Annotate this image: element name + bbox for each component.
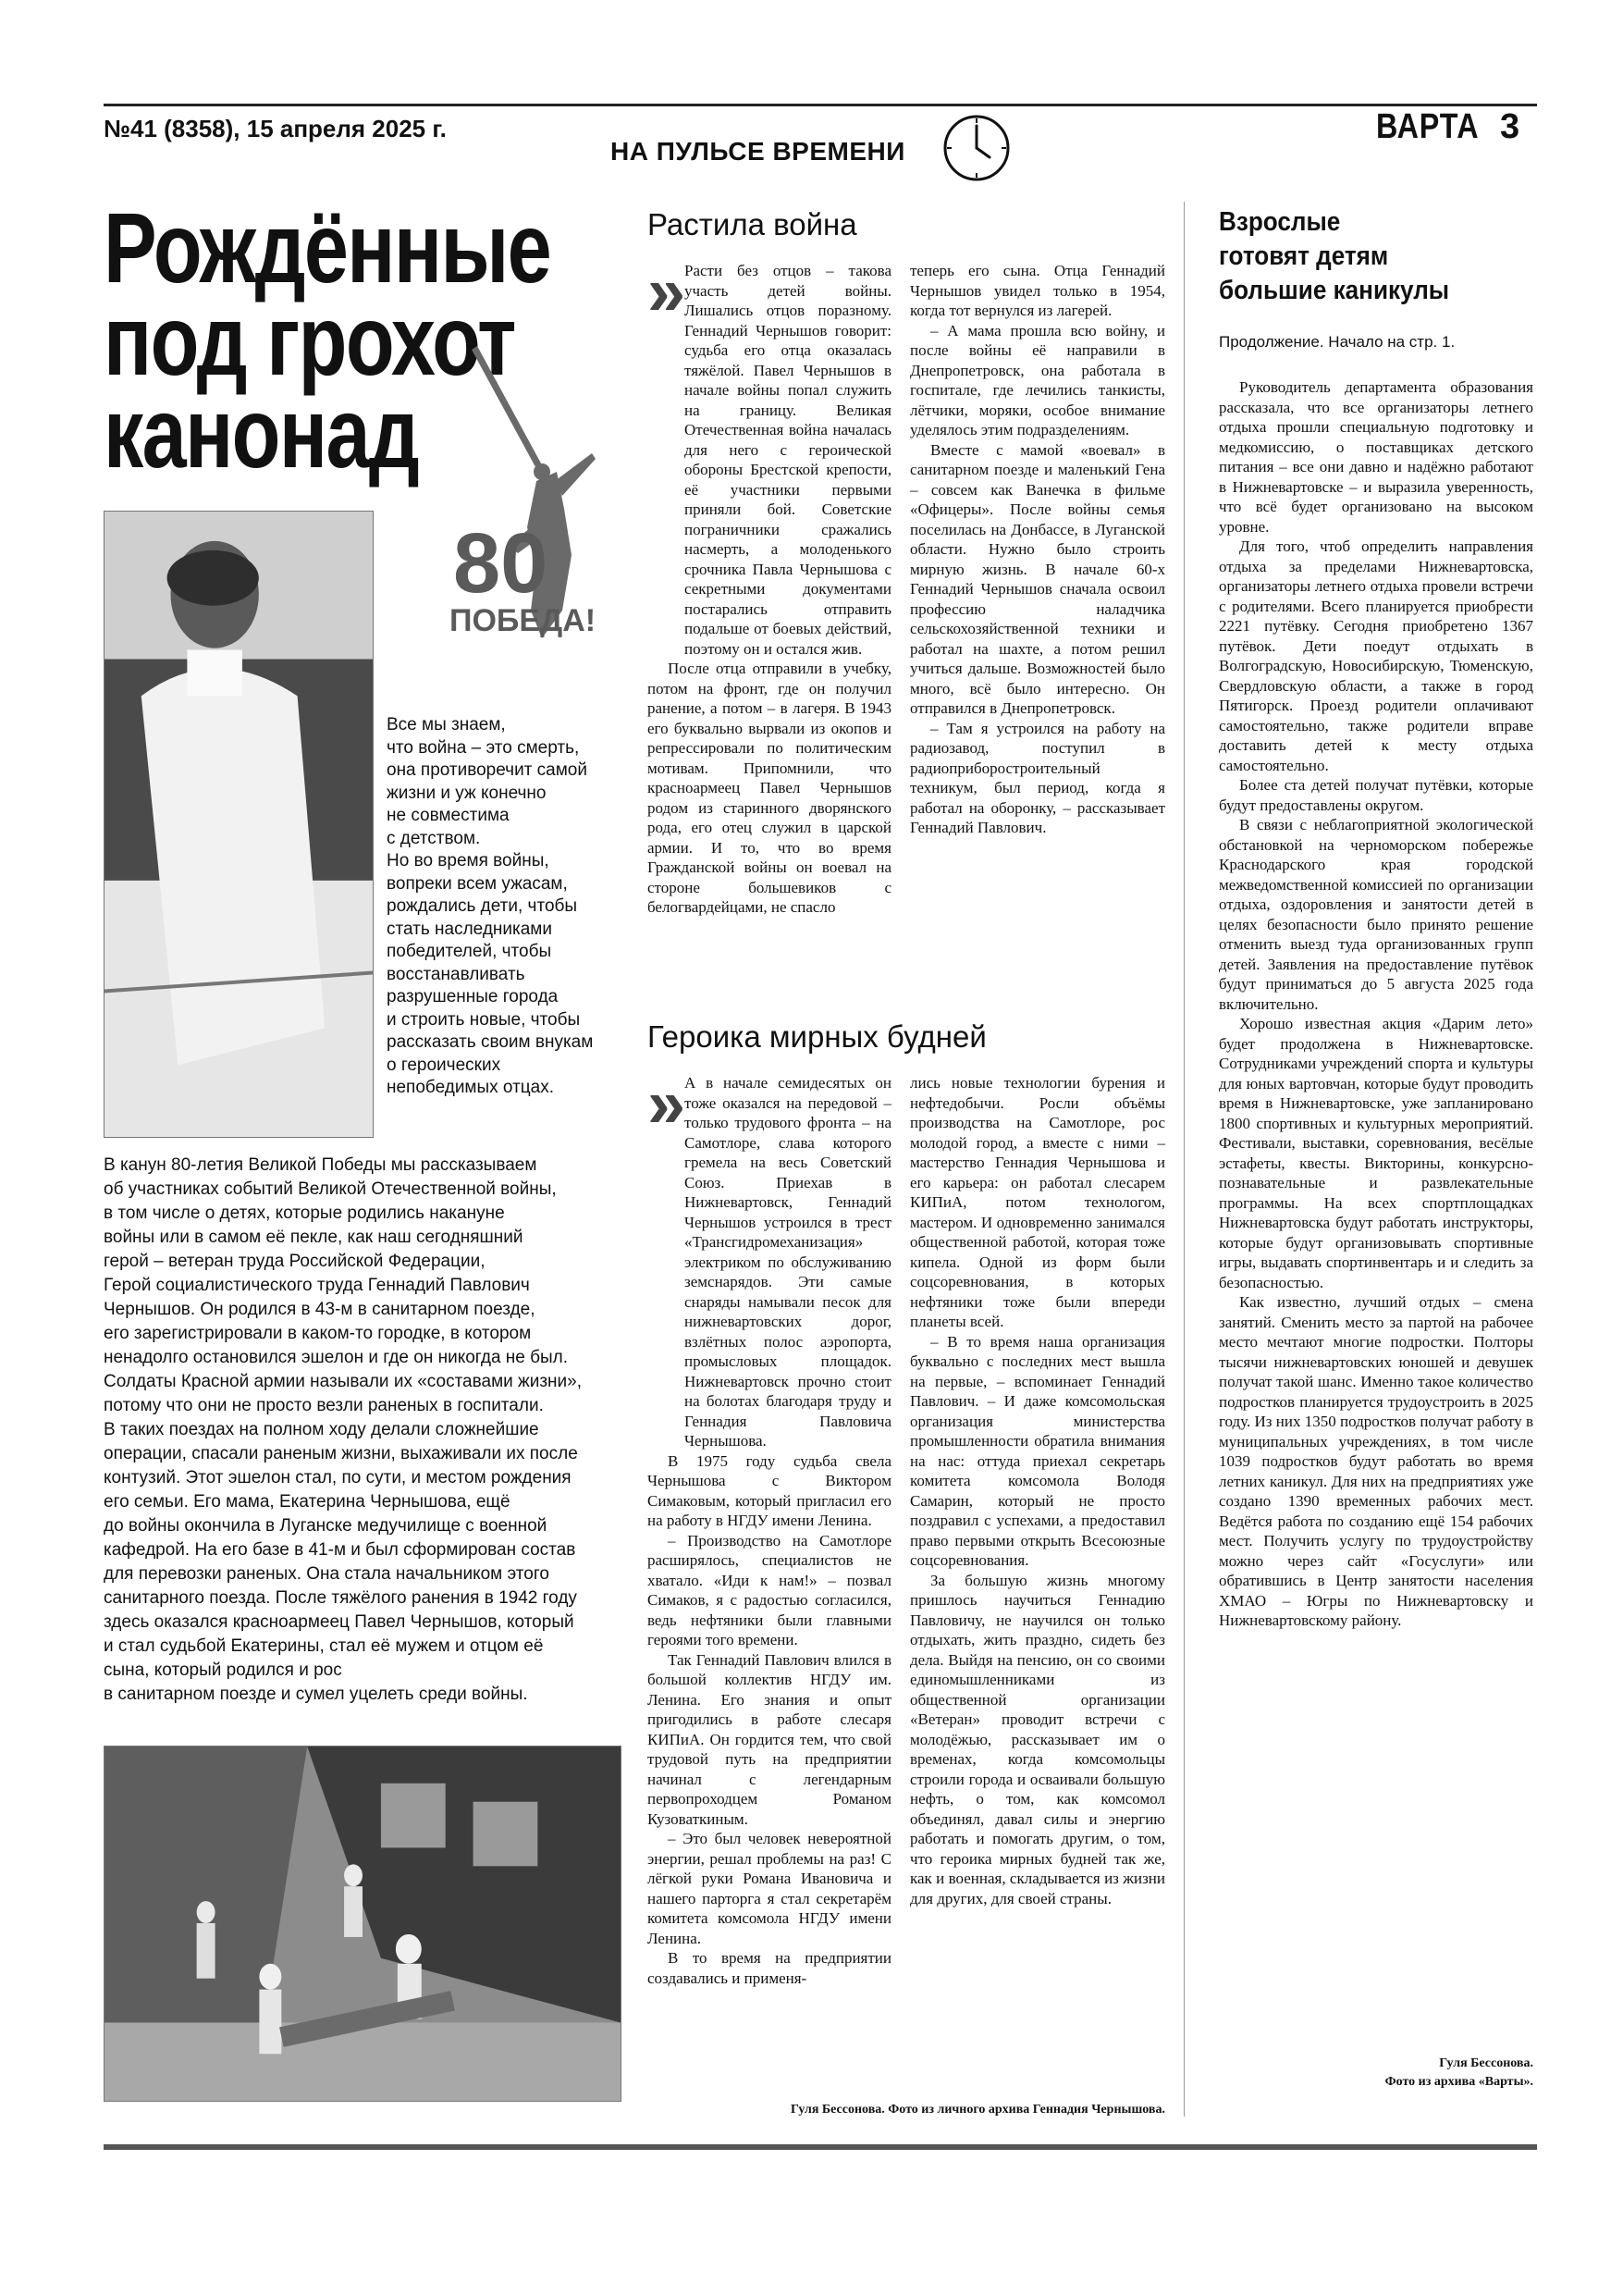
intro-line: его семьи. Его мама, Екатерина Чернышова, ещё bbox=[104, 1492, 510, 1512]
section-title: НА ПУЛЬСЕ ВРЕМЕНИ bbox=[610, 137, 905, 166]
paragraph: Расти без отцов – такова участь детей войны. Лишались отцов поразному. Геннадий Чернышов говорит: судьба его отца оказалась тяжёлой. Павел Чернышов в начале войны попал служить на границу. Великая Отечественная война началась для него с героической обороны Брестской крепости, её участники первыми приняли бой. Советские пограничники сражались насмерть, а молоденького срочника Павла Чернышова с секретными документами постарались отправить подальше от боевых действий, поэтому он и остался жив. bbox=[684, 262, 891, 658]
emblem-number: 80 bbox=[453, 516, 548, 611]
intro-line: операции, спасали раненым жизни, выхаживали их после bbox=[104, 1444, 578, 1463]
intro-line: его зарегистрировали в каком-то городке, в котором bbox=[104, 1324, 532, 1343]
intro-text bbox=[104, 1154, 621, 1707]
title-line: Взрослые bbox=[1219, 207, 1341, 237]
intro-line: кафедрой. На его базе в 41-м и был сформирован состав bbox=[104, 1540, 576, 1560]
quote-line: и строить новые, чтобы bbox=[387, 1009, 581, 1030]
paragraph: Так Геннадий Павлович влился в большой коллектив НГДУ им. Ленина. Его знания и опыт пригодились в работе слесаря КИПиА. Он гордится тем, что свой трудовой путь на предприятии начинал с легендарным первопроходцем Романом Кузоваткиным. bbox=[647, 1650, 891, 1828]
paragraph: В то время на предприятии создавались и применя- bbox=[647, 1949, 891, 1987]
intro-line: герой – ветеран труда Российской Федерации, bbox=[104, 1252, 486, 1271]
subtitle-war: Растила война bbox=[647, 207, 857, 241]
quote-line: разрушенные города bbox=[387, 987, 559, 1006]
article-column bbox=[647, 1065, 891, 1988]
intro-line: об участниках событий Великой Отечественной войны, bbox=[104, 1179, 557, 1199]
intro-line: для перевозки раненых. Она стала начальником этого bbox=[104, 1564, 549, 1584]
right-article-body bbox=[1219, 377, 1533, 1631]
intro-line: ненадолго остановился эшелон и где он никогда не был. bbox=[104, 1348, 569, 1367]
quote-line: что война – это смерть, bbox=[387, 737, 580, 758]
victory-80-emblem bbox=[449, 333, 601, 703]
quote-line: о героических bbox=[387, 1055, 501, 1075]
intro-line: Герой социалистического труда Геннадий Павлович bbox=[104, 1276, 530, 1295]
intro-line: В канун 80-летия Великой Победы мы рассказываем bbox=[104, 1155, 537, 1175]
paragraph: теперь его сына. Отца Геннадий Чернышов увидел только в 1954, когда тот вернулся из лагерей. bbox=[910, 262, 1165, 319]
paragraph: В 1975 году судьба свела Чернышова с Виктором Симаковым, который пригласил его на работу в НГДУ имени Ленина. bbox=[647, 1451, 891, 1529]
intro-line: здесь оказался красноармеец Павел Чернышов, который bbox=[104, 1612, 574, 1632]
title-line: готовят детям bbox=[1219, 241, 1389, 271]
clock-icon bbox=[941, 113, 1012, 183]
quote-line: рассказать своим внукам bbox=[387, 1032, 594, 1052]
page-number: 3 bbox=[1500, 107, 1520, 146]
quote-line: вопреки всем ужасам, bbox=[387, 873, 568, 894]
paragraph: Как известно, лучший отдых – смена занятий. Сменить место за партой на рабочее место мечтают многие подростки. Полторы тысячи нижневартовских юношей и девушек получат такой шанс. Именно такое количество подростков планируется трудоустроить в 2025 году. Из них 1350 подростков получат работу в муниципальных учреждениях, в том числе 1039 подростков будут работать во время летних каникул. Для них на предприятиях уже создано 1390 временных рабочих мест. Ведётся работа по созданию ещё 154 рабочих мест. Получить услугу по трудоустройству можно через сайт «Госуслуги» или обратившись в Центр занятости населения ХМАО – Югры по Нижневартовску и Нижневартовскому району. bbox=[1219, 1293, 1533, 1629]
paragraph: За большую жизнь многому пришлось научиться Геннадию Павловичу, не научился он только отдыхать, жить праздно, сидеть без дела. Выйдя на пенсию, он со своими единомышленниками из общественной организации «Ветеран» проводит встречи с молодёжью, рассказывает им о временах, когда комсомольцы строили города и осваивали большую нефть, о том, как комсомол объединял, давал силы и энергию работать и помогать другим, о том, что героика мирных будней так же, как и военная, складывается из жизни для других, для своей страны. bbox=[910, 1571, 1165, 1907]
paragraph: А в начале семидесятых он тоже оказался на передовой – только трудового фронта – на Самотлоре, слава которого гремела на весь Советский Союз. Приехав в Нижневартовск, Геннадий Чернышов устроился в трест «Трансгидромеханизация» электриком по обслуживанию земснарядов. Эти самые снаряды намывали песок для нижневартовских дорог, взлётных полос аэропорта, промысловых площадок. Нижневартовск прочно стоит на болотах благодаря труду и Геннадия Павловича Чернышова. bbox=[684, 1074, 891, 1450]
right-article-title bbox=[1219, 205, 1502, 308]
paragraph: – Производство на Самотлоре расширялось, специалистов не хватало. «Иди к нам!» – позвал Симаков, я с радостью согласился, ведь нефтяники были главными героями того времени. bbox=[647, 1531, 891, 1648]
headline-line: под грохот bbox=[104, 284, 515, 396]
portrait-photo bbox=[104, 511, 374, 1138]
bottom-rule bbox=[104, 2144, 1537, 2150]
quote-line: стать наследниками bbox=[387, 919, 552, 939]
quote-line: жизни и уж конечно bbox=[387, 783, 547, 803]
quote-line: восстанавливать bbox=[387, 964, 525, 984]
subtitle-peace: Героика мирных будней bbox=[647, 1019, 987, 1054]
title-line: большие каникулы bbox=[1219, 276, 1450, 305]
credit-author: Гуля Бессонова. bbox=[1439, 2056, 1533, 2070]
paragraph: Для того, чтоб определить направления отдыха за пределами Нижневартовска, организаторы летнего отдыха провели встречи с родителями. Всего планируется приобрести 2221 путёвку. Сегодня приобретено 1367 путёвок. Дети поедут отдыхать в Волгоградскую, Новосибирскую, Тюменскую, Свердловскую области, а также в город Пятигорск. Проезд родители оплачивают самостоятельно, также родители вправе доставить детей к месту отдыха самостоятельно. bbox=[1219, 537, 1533, 774]
article-column bbox=[910, 1073, 1165, 1908]
paragraph: В связи с неблагоприятной экологической обстановкой на черноморском побережье Краснодарского края городской межведомственной комиссией по организации отдыха, оздоровления и занятости детей в целях безопасности было принято решение отменить выезд туда организованных групп детей. Заявления на предоставление путёвок будут приниматься до 5 августа 2025 года включительно. bbox=[1219, 816, 1533, 1013]
hospital-train-photo bbox=[104, 1746, 621, 2102]
article-column bbox=[647, 253, 891, 918]
paragraph: – Там я устроился на работу на радиозавод, поступил в радиоприборостроительный техникум, был период, когда я работал на оборонку, – рассказывает Геннадий Павлович. bbox=[910, 719, 1165, 836]
emblem-text: ПОБЕДА! bbox=[449, 603, 596, 638]
paragraph: – В то время наша организация буквально с последних мест вышла на первые, – вспоминает Геннадий Павлович. – И даже комсомольская организация министерства промышленности обратила внимания на нас: оттуда приехал секретарь комитета комсомола Володя Самарин, который не просто поздравил с успехами, а предоставил право первыми открыть Всесоюзные соцсоревнования. bbox=[910, 1332, 1165, 1569]
continuation-note: Продолжение. Начало на стр. 1. bbox=[1219, 333, 1456, 351]
headline-line: канонад bbox=[104, 376, 419, 488]
quote-line: Все мы знаем, bbox=[387, 715, 506, 734]
right-article-credit bbox=[1219, 2055, 1533, 2092]
intro-line: В таких поездах на полном ходу делали сложнейшие bbox=[104, 1420, 539, 1439]
quote-line: победителей, чтобы bbox=[387, 942, 552, 961]
article-credit: Гуля Бессонова. Фото из личного архива Геннадия Чернышова. bbox=[790, 2103, 1165, 2117]
quote-line: Но во время войны, bbox=[387, 851, 549, 870]
paragraph: Более ста детей получат путёвки, которые будут предоставлены округом. bbox=[1219, 776, 1533, 814]
intro-line: и стал судьбой Екатерины, стал её мужем и отцом её bbox=[104, 1636, 544, 1656]
intro-line: до войны окончила в Луганске медучилище с военной bbox=[104, 1516, 547, 1536]
intro-line: в санитарном поезде и сумел уцелеть среди войны. bbox=[104, 1685, 528, 1704]
top-rule bbox=[104, 104, 1537, 106]
intro-line: в том числе о детях, которые родились накануне bbox=[104, 1204, 505, 1223]
intro-line: сына, который родился и рос bbox=[104, 1660, 342, 1680]
article-column bbox=[910, 261, 1165, 838]
issue-info: №41 (8358), 15 апреля 2025 г. bbox=[104, 115, 447, 142]
headline-line: Рождённые bbox=[104, 191, 551, 303]
column-divider bbox=[1184, 202, 1185, 2117]
quote-line: с детством. bbox=[387, 828, 481, 848]
newspaper-name: ВАРТА bbox=[1376, 107, 1480, 146]
paragraph: – А мама прошла всю войну, и после войны её направили в Днепропетровск, она работала в госпитале, где лечились танкисты, лётчики, моряки, особое внимание уделялось этим подразделениям. bbox=[910, 321, 1165, 438]
intro-quote bbox=[387, 714, 627, 1100]
intro-line: потому что они не просто везли раненых в госпитали. bbox=[104, 1396, 544, 1415]
paragraph: лись новые технологии бурения и нефтедобычи. Росли объёмы производства на Самотлоре, рос молодой город, а вместе с ними – мастерство Геннадия Чернышова и его карьера: он работал слесарем КИПиА, потом технологом, мастером. И одновременно занимался общественной работой, которая тоже кипела. Одной из форм были соцсоревнования, в которых нефтяники тоже были впереди планеты всей. bbox=[910, 1074, 1165, 1330]
paragraph: Вместе с мамой «воевал» в санитарном поезде и маленький Гена – совсем как Ванечка в фильме «Офицеры». После войны семья поселилась на Донбассе, в Луганской области. Нужно было строить мирную жизнь. В начале 60-х Геннадий Чернышов сначала освоил профессию наладчика сельскохозяйственной техники и работал на шахте, а потом решил учиться дальше. Возможностей было много, всё было интересно. Он отправился в Днепропетровск. bbox=[910, 440, 1165, 717]
quote-mark-icon: » bbox=[647, 1065, 686, 1142]
paragraph: Руководитель департамента образования рассказала, что все организаторы летнего отдыха прошли специальную подготовку и медкомиссию, о поставщиках детского питания – все они давно и надёжно работают в Нижневартовске – и выразила уверенность, что всё будет организовано на высоком уровне. bbox=[1219, 378, 1533, 536]
intro-line: контузий. Этот эшелон стал, по сути, и местом рождения bbox=[104, 1468, 572, 1487]
quote-mark-icon: » bbox=[647, 253, 686, 329]
credit-photo: Фото из архива «Варты». bbox=[1384, 2075, 1533, 2089]
intro-line: санитарного поезда. После тяжёлого ранения в 1942 году bbox=[104, 1588, 577, 1608]
quote-line: не совместима bbox=[387, 806, 510, 825]
paragraph: – Это был человек невероятной энергии, решал проблемы на раз! С лёгкой руки Романа Ивановича и нашего парторга я стал секретарём комитета комсомола НГДУ имени Ленина. bbox=[647, 1830, 891, 1947]
paragraph: Хорошо известная акция «Дарим лето» будет продолжена в Нижневартовске. Сотрудниками учреждений спорта и культуры для юных вартовчан, которые будут проводить время в Нижневартовске, уже запланировано 1800 спортивных и культурных мероприятий. Фестивали, выставки, соревнования, весёлые эстафеты, квесты. Викторины, конкурсно-познавательные и развлекательные программы. На всех спортплощадках Нижневартовска будут работать инструкторы, которые будут организовывать спортивные игры, выдавать спортинвентарь и и следить за безопасностью. bbox=[1219, 1015, 1533, 1291]
quote-line: рождались дети, чтобы bbox=[387, 896, 578, 916]
intro-line: войны или в самом её пекле, как наш сегодняшний bbox=[104, 1228, 523, 1247]
quote-line: непобедимых отцах. bbox=[387, 1078, 555, 1097]
paragraph: После отца отправили в учебку, потом на фронт, где он получил ранение, а потом – в лагеря. В 1943 его буквально вырвали из окопов и репрессировали по политическим мотивам. Припомнили, что красноармеец Павел Чернышов родом из старинного дворянского рода, его отец служил в царской армии. И то, что во время Гражданской войны он воевал на стороне большевиков с белогвардейцами, не спасло bbox=[647, 660, 891, 916]
intro-line: Чернышов. Он родился в 43-м в санитарном поезде, bbox=[104, 1300, 535, 1319]
quote-line: она противоречит самой bbox=[387, 760, 587, 780]
intro-line: Солдаты Красной армии называли их «составами жизни», bbox=[104, 1372, 583, 1391]
